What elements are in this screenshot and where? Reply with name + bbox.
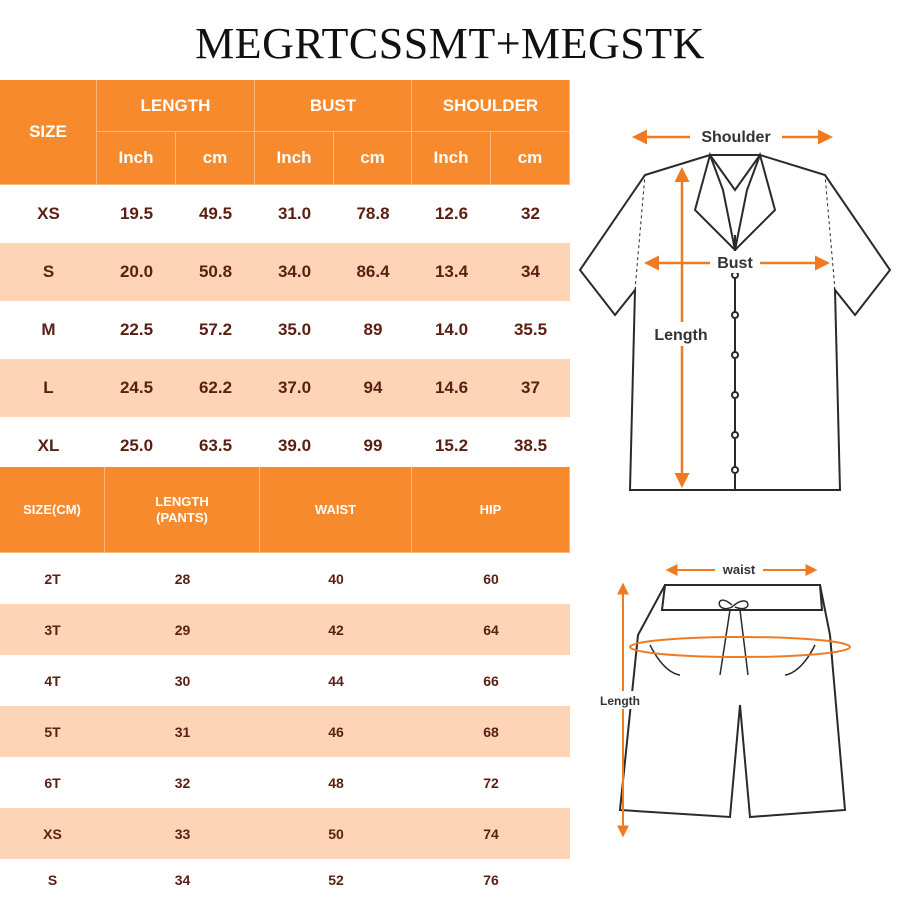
shirt-illustration — [580, 155, 890, 490]
value-cell: 30 — [174, 672, 191, 689]
waist-label: waist — [722, 562, 756, 577]
size-cell: 5T — [44, 723, 61, 740]
value-cell: 32 — [521, 204, 540, 223]
size-header: SIZE — [0, 80, 97, 185]
value-cell: 86.4 — [356, 262, 390, 281]
value-cell: 49.5 — [198, 204, 233, 223]
length-pants-header: LENGTH (PANTS) — [105, 467, 260, 553]
value-cell: 63.5 — [198, 436, 233, 455]
table-row — [0, 359, 570, 417]
value-cell: 34 — [521, 262, 540, 281]
unit-header: Inch — [412, 132, 491, 185]
table-row — [0, 859, 570, 900]
size-cm-header: SIZE(CM) — [0, 467, 105, 553]
value-cell: 50.8 — [198, 262, 233, 281]
bust-header: BUST — [255, 80, 412, 132]
value-cell: 32 — [174, 774, 191, 791]
value-cell: 46 — [328, 723, 344, 740]
unit-header: cm — [334, 132, 412, 185]
value-cell: 78.8 — [356, 204, 390, 223]
length-label: Length — [654, 327, 708, 344]
value-cell: 14.0 — [434, 320, 469, 339]
value-cell: 64 — [483, 621, 499, 638]
size-cell: M — [41, 320, 56, 339]
value-cell: 33 — [174, 825, 191, 842]
value-cell: 39.0 — [277, 436, 312, 455]
unit-header: cm — [176, 132, 255, 185]
table-row — [0, 553, 570, 604]
value-cell: 74 — [483, 825, 499, 842]
value-cell: 48 — [328, 774, 344, 791]
waist-header: WAIST — [260, 467, 412, 553]
value-cell: 38.5 — [513, 436, 548, 455]
size-cell: 4T — [44, 672, 61, 689]
value-cell: 72 — [483, 774, 499, 791]
size-cell: 3T — [44, 621, 61, 638]
hip-header: HIP — [412, 467, 570, 553]
table-row — [0, 185, 570, 243]
value-cell: 22.5 — [119, 320, 154, 339]
size-cell: XS — [37, 204, 60, 223]
table-row — [0, 655, 570, 706]
value-cell: 31 — [174, 723, 191, 740]
table-row — [0, 808, 570, 859]
shoulder-label: Shoulder — [701, 129, 771, 146]
table-row — [0, 757, 570, 808]
value-cell: 24.5 — [119, 378, 154, 397]
shirt-measurement-diagram — [575, 115, 895, 505]
unit-header: Inch — [255, 132, 334, 185]
value-cell: 40 — [328, 570, 344, 587]
value-cell: 25.0 — [119, 436, 154, 455]
value-cell: 50 — [328, 825, 344, 842]
length-header: LENGTH — [97, 80, 255, 132]
value-cell: 15.2 — [434, 436, 469, 455]
value-cell: 68 — [483, 723, 499, 740]
value-cell: 57.2 — [198, 320, 233, 339]
size-cell: 2T — [44, 570, 61, 587]
value-cell: 31.0 — [277, 204, 312, 223]
size-cell: XS — [43, 825, 62, 842]
size-cell: S — [47, 871, 58, 888]
value-cell: 35.5 — [513, 320, 548, 339]
page-title: MEGRTCSSMT+MEGSTK — [195, 19, 705, 68]
bust-label: Bust — [717, 255, 753, 272]
shirt-size-table — [0, 80, 570, 477]
size-cell: 6T — [44, 774, 61, 791]
value-cell: 13.4 — [434, 262, 469, 281]
unit-header: cm — [491, 132, 570, 185]
value-cell: 29 — [174, 621, 191, 638]
shorts-length-label: Length — [600, 694, 640, 708]
value-cell: 20.0 — [119, 262, 154, 281]
value-cell: 35.0 — [277, 320, 312, 339]
unit-header: Inch — [97, 132, 176, 185]
value-cell: 34.0 — [277, 262, 312, 281]
value-cell: 94 — [363, 378, 383, 397]
size-cell: XL — [37, 436, 60, 455]
table-row — [0, 604, 570, 655]
value-cell: 76 — [483, 871, 499, 888]
value-cell: 14.6 — [434, 378, 469, 397]
shoulder-header: SHOULDER — [412, 80, 570, 132]
table-row — [0, 706, 570, 757]
size-cell: S — [42, 262, 55, 281]
value-cell: 37 — [521, 378, 540, 397]
shorts-measurement-diagram — [590, 555, 870, 845]
table-row — [0, 243, 570, 301]
value-cell: 44 — [328, 672, 344, 689]
table-row — [0, 301, 570, 359]
value-cell: 12.6 — [434, 204, 469, 223]
value-cell: 28 — [174, 570, 191, 587]
value-cell: 60 — [483, 570, 499, 587]
value-cell: 42 — [328, 621, 344, 638]
value-cell: 89 — [363, 320, 383, 339]
value-cell: 37.0 — [277, 378, 312, 397]
value-cell: 62.2 — [198, 378, 233, 397]
value-cell: 19.5 — [119, 204, 154, 223]
value-cell: 34 — [174, 871, 191, 888]
value-cell: 66 — [483, 672, 499, 689]
value-cell: 99 — [363, 436, 383, 455]
value-cell: 52 — [328, 871, 344, 888]
pants-size-table — [0, 467, 570, 900]
size-cell: L — [43, 378, 54, 397]
shorts-illustration — [620, 585, 845, 817]
